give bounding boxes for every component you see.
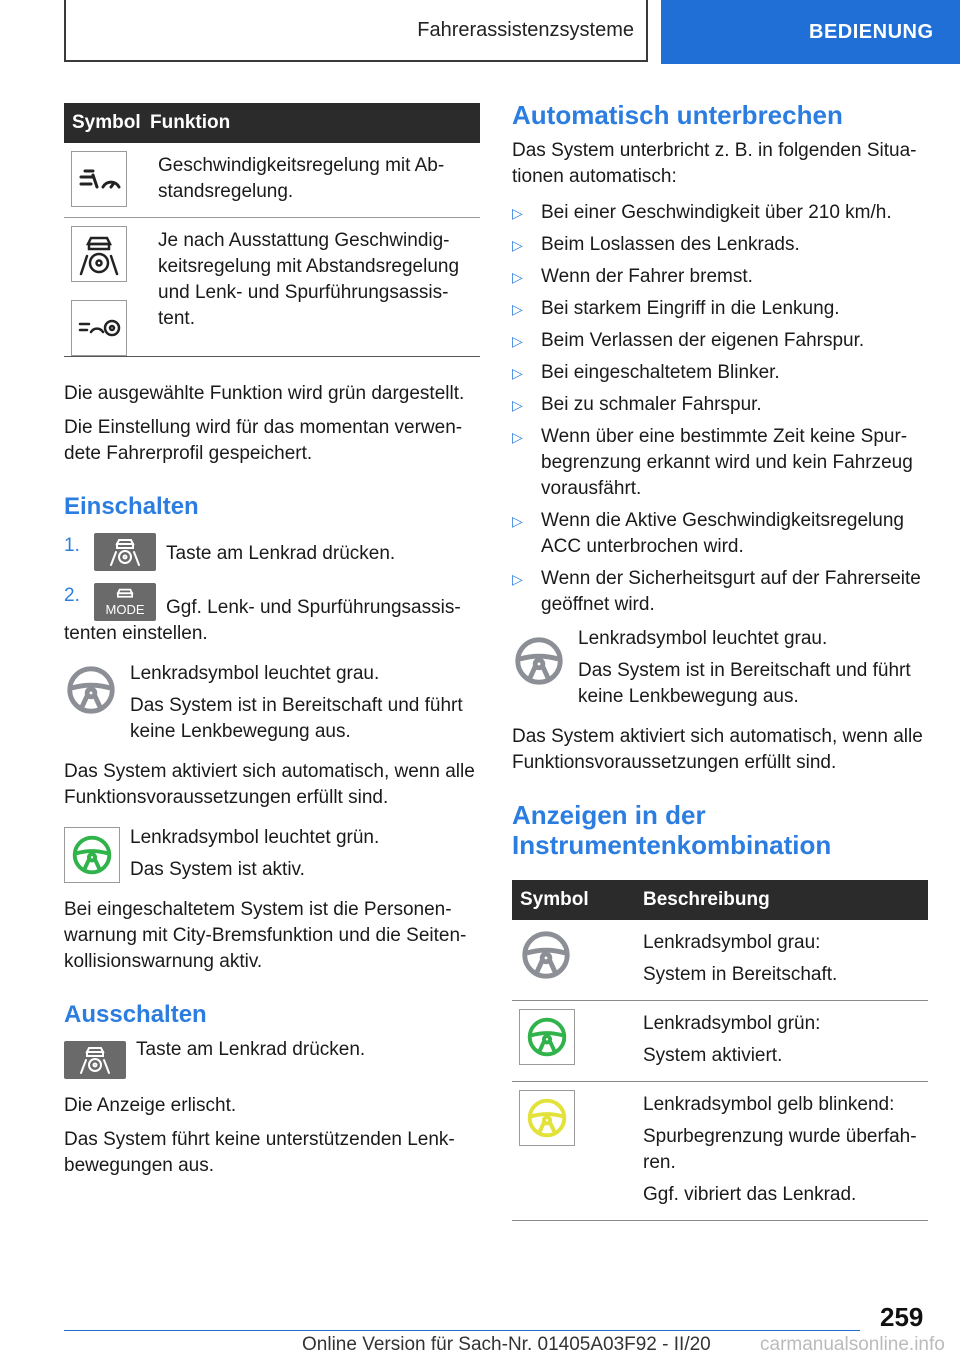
table-row-text: Lenkradsymbol grau:: [643, 932, 821, 953]
ausschalten-key-row: [64, 1041, 480, 1079]
step-2: [64, 583, 480, 647]
bullet-marker-icon: ▷: [512, 365, 523, 381]
heading-anzeigen: [512, 800, 928, 860]
paragraph: Die Einstellung wird für das momentan verwen-dete Fahrerprofil gespeichert.: [64, 417, 463, 464]
paragraph: Das System unterbricht z. B. in folgenden Situa-tionen automatisch:: [512, 140, 917, 187]
table-row: [64, 143, 480, 218]
step-number: 1.: [64, 535, 80, 556]
footer-text: Online Version für Sach-Nr. 01405A03F92 - II/20: [302, 1334, 711, 1355]
section-title-text: Fahrerassistenzsysteme: [417, 18, 634, 41]
list-item: [512, 360, 928, 386]
list-item: [512, 264, 928, 290]
footer-divider: [64, 1330, 860, 1331]
bullet-marker-icon: ▷: [512, 301, 523, 317]
table-row-text: System in Bereitschaft.: [643, 964, 838, 985]
table-row-icon: [512, 920, 643, 1000]
heading-einschalten: Einschalten: [64, 493, 199, 520]
steering-wheel-green-icon: [519, 1009, 575, 1065]
heading-automatisch: Automatisch unterbrechen: [512, 100, 843, 130]
right-column: [512, 100, 928, 1221]
steering-assist-key-icon: [64, 1041, 126, 1079]
step-text: Taste am Lenkrad drücken.: [166, 543, 396, 564]
table-row-text: Lenkradsymbol gelb blinkend:: [643, 1094, 895, 1115]
info-text: Lenkradsymbol leuchtet grau.: [578, 628, 828, 649]
table-row: [512, 1001, 928, 1082]
mode-key-label: MODE: [105, 602, 145, 617]
chapter-tab[interactable]: BEDIENUNG: [661, 0, 960, 64]
col-description: Beschreibung: [643, 889, 770, 910]
page-number: 259: [880, 1302, 924, 1332]
left-column: [64, 103, 480, 1179]
info-text: Das System ist aktiv.: [130, 859, 305, 880]
bullet-marker-icon: ▷: [512, 571, 523, 587]
step-1: [64, 533, 480, 571]
section-title: [64, 0, 648, 62]
display-table-header: [512, 880, 928, 920]
list-item-text: Wenn über eine bestimmte Zeit keine Spur-begrenzung erkannt wird und kein Fahrzeug vorausfährt.: [541, 426, 913, 499]
bullet-marker-icon: ▷: [512, 397, 523, 413]
step-text: Ggf. Lenk- und Spurführungsassis-tenten einstellen.: [64, 597, 461, 644]
paragraph: Das System führt keine unterstützenden Lenk-bewegungen aus.: [64, 1129, 455, 1176]
bullet-marker-icon: ▷: [512, 513, 523, 529]
steering-wheel-green-icon: [64, 825, 130, 883]
table-row-icon: [64, 143, 158, 217]
list-item-text: Bei starkem Eingriff in die Lenkung.: [541, 298, 840, 319]
steering-assist-icon: [71, 226, 127, 282]
table-row-text: Spurbegrenzung wurde überfah-ren.: [643, 1126, 917, 1173]
list-item-text: Beim Verlassen der eigenen Fahrspur.: [541, 330, 865, 351]
list-item: [512, 296, 928, 322]
steering-wheel-yellow-icon: [519, 1090, 575, 1146]
table-row-text: System aktiviert.: [643, 1045, 783, 1066]
paragraph: Das System aktiviert sich automatisch, wenn alle Funktionsvoraussetzungen erfüllt sind.: [512, 726, 923, 773]
step-number: 2.: [64, 585, 80, 606]
table-row-icons: [64, 218, 158, 356]
table-row: [64, 218, 480, 357]
bullet-marker-icon: ▷: [512, 333, 523, 349]
table-row-text: Lenkradsymbol grün:: [643, 1013, 821, 1034]
list-item: [512, 566, 928, 618]
list-item: [512, 200, 928, 226]
heading-anzeigen-line2: Instrumentenkombination: [512, 830, 832, 860]
bullet-marker-icon: ▷: [512, 205, 523, 221]
info-text: Lenkradsymbol leuchtet grün.: [130, 827, 380, 848]
list-item-text: Bei eingeschaltetem Blinker.: [541, 362, 780, 383]
table-row-icon: [512, 1082, 643, 1220]
table-row: [512, 1082, 928, 1221]
list-item-text: Beim Loslassen des Lenkrads.: [541, 234, 800, 255]
info-text: Das System ist in Bereitschaft und führt keine Lenkbewegung aus.: [578, 660, 911, 707]
table-row-text: Je nach Ausstattung Geschwindig-keitsregelung mit Abstandsregelung und Lenk- und Spurführungsassis-tent.: [158, 230, 460, 329]
list-item: [512, 328, 928, 354]
paragraph: Die ausgewählte Funktion wird grün dargestellt.: [64, 383, 465, 404]
acc-distance-icon: [71, 151, 127, 207]
info-grey: [64, 661, 480, 745]
function-table-header: [64, 103, 480, 143]
list-item: [512, 424, 928, 502]
paragraph: Das System aktiviert sich automatisch, wenn alle Funktionsvoraussetzungen erfüllt sind.: [64, 761, 475, 808]
list-item: [512, 392, 928, 418]
paragraph: Bei eingeschaltetem System ist die Personen-warnung mit City-Bremsfunktion und die Seiten-kollisionswarnung aktiv.: [64, 899, 467, 972]
steering-wheel-grey-icon: [64, 661, 130, 722]
heading-anzeigen-line1: Anzeigen in der: [512, 800, 706, 830]
step-text: Taste am Lenkrad drücken.: [136, 1039, 366, 1060]
info-text: Das System ist in Bereitschaft und führt keine Lenkbewegung aus.: [130, 695, 463, 742]
paragraph: Die Anzeige erlischt.: [64, 1095, 237, 1116]
info-grey: [512, 626, 928, 710]
list-item-text: Bei einer Geschwindigkeit über 210 km/h.: [541, 202, 892, 223]
heading-ausschalten: Ausschalten: [64, 1001, 207, 1028]
steering-assist-key-icon: [94, 533, 156, 571]
table-row-text: Ggf. vibriert das Lenkrad.: [643, 1184, 857, 1205]
acc-steering-icon: [71, 300, 127, 356]
list-item-text: Bei zu schmaler Fahrspur.: [541, 394, 762, 415]
bullet-list: [512, 200, 928, 618]
table-row: [512, 920, 928, 1001]
table-row-text: Geschwindigkeitsregelung mit Ab-standsregelung.: [158, 155, 445, 202]
list-item: [512, 232, 928, 258]
info-text: Lenkradsymbol leuchtet grau.: [130, 663, 380, 684]
bullet-marker-icon: ▷: [512, 237, 523, 253]
watermark: carmanualsonline.info: [760, 1334, 945, 1355]
col-symbol: Symbol: [520, 889, 589, 910]
table-row-icon: [512, 1001, 643, 1081]
steering-wheel-grey-icon: [512, 626, 578, 693]
list-item-text: Wenn der Sicherheitsgurt auf der Fahrerseite geöffnet wird.: [541, 568, 921, 615]
bullet-marker-icon: ▷: [512, 269, 523, 285]
bullet-marker-icon: ▷: [512, 429, 523, 445]
list-item-text: Wenn der Fahrer bremst.: [541, 266, 753, 287]
list-item: [512, 508, 928, 560]
info-green: [64, 825, 480, 883]
list-item-text: Wenn die Aktive Geschwindigkeitsregelung ACC unterbrochen wird.: [541, 510, 904, 557]
col-symbol: Symbol: [72, 112, 141, 133]
col-function: Funktion: [150, 112, 231, 133]
